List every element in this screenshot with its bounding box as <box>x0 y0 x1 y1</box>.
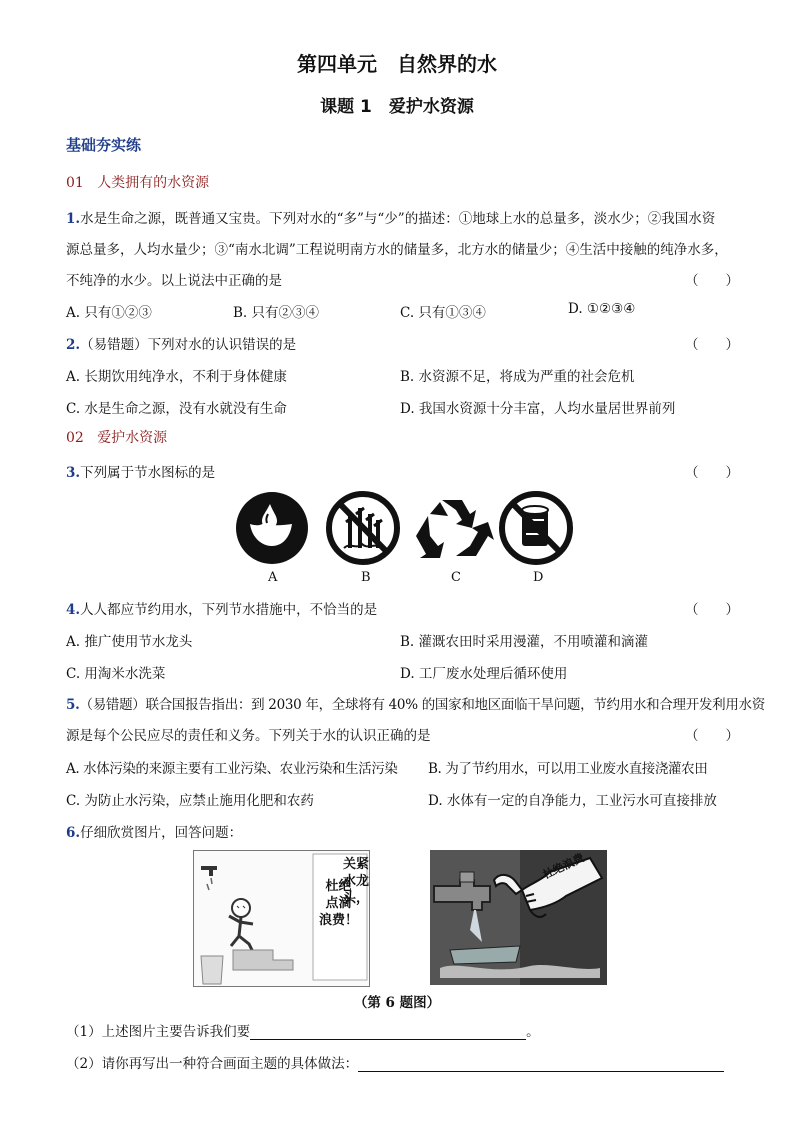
option-d[interactable]: D. 我国水资源十分丰富，人均水量居世界前列 <box>400 401 676 417</box>
poster-line: 头， <box>343 891 370 906</box>
sub-question-2 <box>66 1052 724 1072</box>
topic-label: 爱护水资源 <box>97 430 168 446</box>
question-text: 人人都应节约用水，下列节水措施中，不恰当的是 <box>80 602 378 618</box>
topic-heading-2 <box>66 427 167 447</box>
icon-label-d: D <box>533 570 544 585</box>
sub-question-text: （2）请你再写出一种符合画面主题的具体做法： <box>66 1056 359 1072</box>
option-b[interactable]: B. 只有②③④ <box>233 305 320 321</box>
question-number: 1. <box>66 211 81 227</box>
question-text: 水是生命之源，既普通又宝贵。下列对水的“多”与“少”的描述：①地球上水的总量多，淡水少；②我国水资 <box>80 211 716 227</box>
topic-heading-1 <box>66 172 209 192</box>
banner-text: 杜绝浪费 <box>540 851 587 882</box>
icon-label-c: C <box>451 570 461 585</box>
question-text: 下列属于节水图标的是 <box>80 465 216 481</box>
answer-blank[interactable] <box>358 1057 724 1072</box>
option-c[interactable]: C. 只有①③④ <box>400 305 486 321</box>
sub-question-1 <box>66 1020 540 1040</box>
question-text: 仔细欣赏图片，回答问题： <box>80 825 243 841</box>
answer-paren[interactable]: （ ） <box>685 728 739 744</box>
lesson-title: 课题 1 爱护水资源 <box>320 97 474 117</box>
option-a[interactable]: A. 长期饮用纯净水，不利于身体健康 <box>66 369 287 385</box>
period: 。 <box>526 1024 540 1040</box>
topic-label: 人类拥有的水资源 <box>97 175 210 191</box>
question-6 <box>66 821 242 841</box>
no-dumping-icon[interactable] <box>502 494 570 562</box>
topic-number: 02 <box>66 430 84 446</box>
question-number: 4. <box>66 602 81 618</box>
answer-paren[interactable]: （ ） <box>685 337 739 353</box>
question-number: 6. <box>66 825 81 841</box>
poster-line: 关紧 <box>343 857 370 872</box>
icon-label-a: A <box>268 570 278 585</box>
answer-paren[interactable]: （ ） <box>685 602 739 618</box>
question-5-line-1 <box>66 693 765 713</box>
figure-caption: （第 6 题图） <box>353 995 441 1011</box>
option-c[interactable]: C. 用淘米水洗菜 <box>66 666 166 682</box>
poster-line: 水龙 <box>343 874 370 889</box>
answer-blank[interactable] <box>250 1025 526 1040</box>
option-d[interactable]: D. 水体有一定的自净能力，工业污水可直接排放 <box>428 793 717 809</box>
poster-line: 点滴 <box>325 896 352 911</box>
water-saving-icon[interactable] <box>236 492 308 564</box>
water-icons-row <box>230 490 580 570</box>
faucet-illustration <box>430 850 607 985</box>
poster-line: 浪费！ <box>319 913 359 928</box>
question-5-line-2: 源是每个公民应尽的责任和义务。下列关于水的认识正确的是 <box>66 728 431 744</box>
question-1-line-1 <box>66 207 715 227</box>
section-heading: 基础夯实练 <box>66 136 142 154</box>
option-a[interactable]: A. 水体污染的来源主要有工业污染、农业污染和生活污染 <box>66 761 398 777</box>
question-4 <box>66 598 377 618</box>
sub-question-text: （1）上述图片主要告诉我们要 <box>66 1024 251 1040</box>
option-b[interactable]: B. 灌溉农田时采用漫灌，不用喷灌和滴灌 <box>400 634 649 650</box>
page-title: 第四单元 自然界的水 <box>297 52 497 76</box>
poster-text-2 <box>319 878 358 929</box>
answer-paren[interactable]: （ ） <box>685 273 739 289</box>
no-burning-icon[interactable] <box>329 494 397 562</box>
recycling-icon[interactable] <box>416 500 494 558</box>
question-text: （易错题）下列对水的认识错误的是 <box>80 337 297 353</box>
option-c[interactable]: C. 为防止水污染，应禁止施用化肥和农药 <box>66 793 314 809</box>
option-b[interactable]: B. 水资源不足，将成为严重的社会危机 <box>400 369 635 385</box>
question-number: 2. <box>66 337 81 353</box>
option-d[interactable]: D. ①②③④ <box>568 301 636 317</box>
option-d[interactable]: D. 工厂废水处理后循环使用 <box>400 666 568 682</box>
option-c[interactable]: C. 水是生命之源，没有水就没有生命 <box>66 401 287 417</box>
answer-paren[interactable]: （ ） <box>685 465 739 481</box>
question-1-line-2: 源总量多，人均水量少；③“南水北调”工程说明南方水的储量多，北方水的储量少；④生活中接触的纯净水多， <box>66 242 728 258</box>
icon-label-b: B <box>361 570 371 585</box>
topic-number: 01 <box>66 175 84 191</box>
question-1-line-3: 不纯净的水少。以上说法中正确的是 <box>66 273 282 289</box>
question-2 <box>66 333 296 353</box>
option-a[interactable]: A. 只有①②③ <box>66 305 152 321</box>
question-3 <box>66 461 215 481</box>
option-b[interactable]: B. 为了节约用水，可以用工业废水直接浇灌农田 <box>428 761 708 777</box>
question-number: 3. <box>66 465 81 481</box>
poster-line: 杜绝 <box>325 879 352 894</box>
question-text: （易错题）联合国报告指出：到 2030 年，全球将有 40% 的国家和地区面临干旱问题，节约用水和合理开发利用水资 <box>79 697 765 713</box>
question-number: 5. <box>66 697 80 713</box>
option-a[interactable]: A. 推广使用节水龙头 <box>66 634 193 650</box>
